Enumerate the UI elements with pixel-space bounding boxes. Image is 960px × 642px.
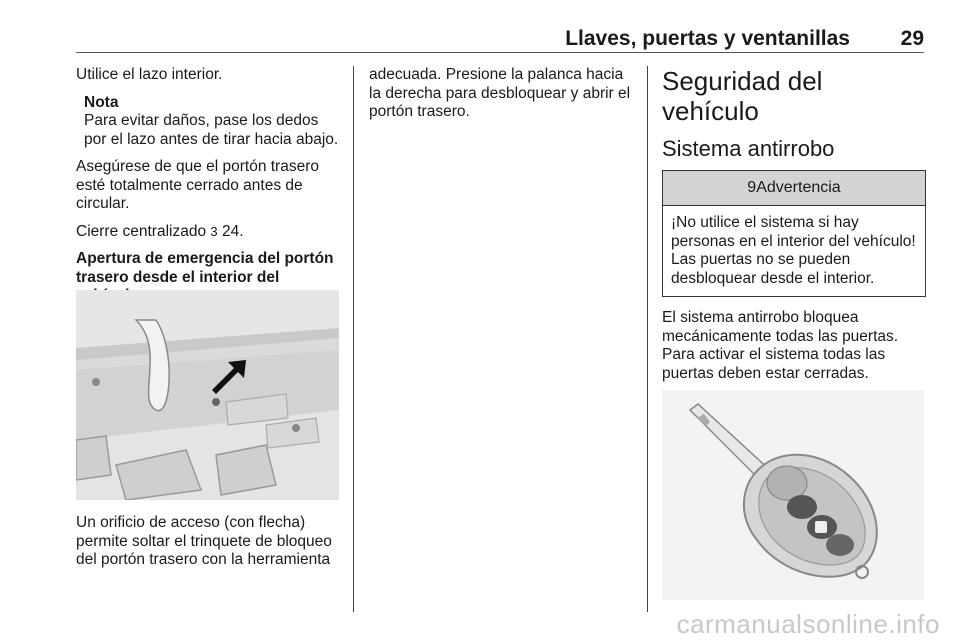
crossref-arrow-icon: 3 xyxy=(210,223,218,239)
paragraph: El sistema antirrobo bloquea mecánicamente todas las puertas. Para activar el sistema todas las puertas deben estar cerradas. xyxy=(662,309,899,382)
key-fob-figure xyxy=(662,390,924,600)
note-title: Nota xyxy=(84,93,119,111)
warning-title: Advertencia xyxy=(756,179,841,196)
crossref-page: 24. xyxy=(221,222,244,240)
column-3 xyxy=(662,66,926,416)
paragraph: Utilice el lazo interior. xyxy=(76,66,223,83)
tailgate-interior-figure xyxy=(76,290,339,500)
warning-triangle-icon: 9 xyxy=(747,179,757,196)
warning-box xyxy=(662,170,926,297)
subsection-heading: Sistema antirrobo xyxy=(662,136,835,161)
header-title: Llaves, puertas y ventanillas xyxy=(565,27,850,50)
warning-header xyxy=(663,171,925,206)
note-block xyxy=(76,94,342,150)
paragraph: adecuada. Presione la palanca hacia la derecha para desbloquear y abrir el portón trasero. xyxy=(369,66,631,120)
column-2 xyxy=(369,66,637,131)
cross-reference xyxy=(76,223,342,242)
header-rule xyxy=(76,52,924,53)
watermark: carmanualsonline.info xyxy=(676,609,940,639)
column-1 xyxy=(76,66,342,315)
caption-text: Un orificio de acceso (con flecha) permite soltar el trinquete de bloqueo del portón trasero con la herramienta xyxy=(76,514,332,568)
warning-text: ¡No utilice el sistema si hay personas en el interior del vehículo! Las puertas no se pueden desbloquear desde el interior. xyxy=(671,214,916,287)
column-divider-1 xyxy=(353,66,354,612)
paragraph: Asegúrese de que el portón trasero esté totalmente cerrado antes de circular. xyxy=(76,158,319,212)
page-number: 29 xyxy=(900,27,924,50)
crossref-text: Cierre centralizado xyxy=(76,222,207,240)
note-text: Para evitar daños, pase los dedos por el lazo antes de tirar hacia abajo. xyxy=(84,112,339,148)
figure-caption xyxy=(76,514,342,579)
section-subheading: Apertura de emergencia del portón trasero desde el interior del xyxy=(76,250,334,286)
column-divider-2 xyxy=(647,66,648,612)
section-heading: Seguridad del vehículo xyxy=(662,66,823,126)
